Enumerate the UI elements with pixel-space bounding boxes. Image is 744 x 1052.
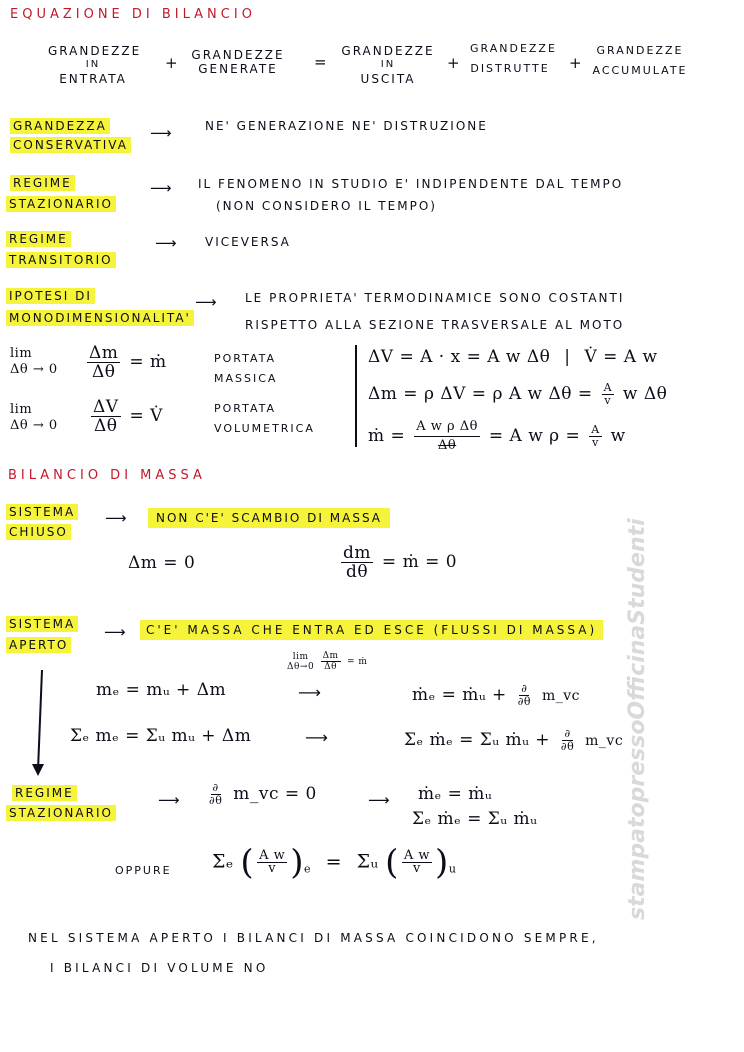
arrow-icon: ⟶: [158, 791, 182, 809]
arrow-icon: ⟶: [305, 728, 330, 747]
fraction: $\frac{A}{v}$: [603, 381, 613, 407]
term-entrata: GRANDEZZE IN ENTRATA: [48, 44, 142, 86]
notes-page: EQUAZIONE DI BILANCIO GRANDEZZE IN ENTRATA + GRANDEZZE GENERATE = GRANDEZZE IN USCITA + GRANDEZZE DISTRUTTE + GRANDEZZE ACCUMULATE GRANDEZZA CONSERVATIVA ⟶ NE' GENERAZIONE NE' DISTRUZIONE REGIME STAZIONARIO ⟶ IL FENOMENO IN STUDIO E' INDIPENDENTE DAL TEMPO (NON CONSIDERO IL TEMPO) REGIME TRANSITORIO ⟶ VICEVERSA IPOTESI DI MONODIMENSIONALITA' ⟶ LE PROPRIETA' TERMODINAMICE SONO COSTANTI RISPETTO ALLA SEZIONE TRASVERSALE AL MOTO lim Δθ → 0 $\frac{\Delta m}{\Delta\theta}$ = ṁ PORTATA MASSICA lim Δθ → 0 $\frac{\Delta V}{\Delta\theta}$ = V̇ PORTATA VOLUMETRICA ΔV = A · x = A w Δθ | V̇ = A w Δm = ρ ΔV = ρ A w Δθ = $\frac{A}{v}$ w Δθ ṁ = $\frac{\text{A w ρ Δθ}}{\Delta\theta}$ = A w ρ = $\frac{A}{v}$ w BILANCIO DI MASSA SISTEMA CHIUSO ⟶ NON C'E' SCAMBIO DI MASSA Δm = 0 $\frac{dm}{d\theta}$ = ṁ = 0 SISTEMA APERTO ⟶ C'E' MASSA CHE ENTRA ED ESCE (FLUSSI DI MASSA) lim Δθ→0 $\frac{\Delta m}{\Delta\theta}$ = ṁ mₑ = mᵤ + Δm ⟶ ṁₑ = ṁᵤ + $\frac{\partial}{\partial\theta}$ m_vc Σₑ mₑ = Σᵤ mᵤ + Δm ⟶ Σₑ ṁₑ = Σᵤ ṁᵤ + $\frac{\partial}{\partial\theta}$ m_vc REGIME STAZIONARIO ⟶ $\frac{\partial}{\partial\theta}$ m_vc = 0 ⟶ ṁₑ = ṁᵤ Σₑ ṁₑ = Σᵤ ṁᵤ OPPURE Σₑ ( $\frac{\text{A w}}{v}$ )$_e$ = Σᵤ ( $\frac{\text{A w}}{v}$ )$_u$ NEL SISTEMA APERTO I BILANCI DI MASSA COINCIDONO SEMPRE, I BILANCI DI VOLUME NO stampatopressoOfficinaStudenti: [8, 7, 688, 975]
limit: lim Δθ → 0: [10, 346, 58, 377]
fraction: $\frac{\partial}{\partial\theta}$: [560, 727, 575, 753]
fraction: $\frac{\partial}{\partial\theta}$: [209, 781, 223, 807]
term-label: GRANDEZZA: [10, 119, 110, 133]
fraction: $\frac{\text{A w}}{v}$: [259, 848, 286, 876]
down-arrow-icon: [30, 670, 50, 780]
arrow-icon: ⟶: [368, 791, 392, 809]
page-title: EQUAZIONE DI BILANCIO: [10, 7, 256, 22]
fraction: $\frac{dm}{d\theta}$: [343, 543, 372, 582]
fraction: $\frac{\partial}{\partial\theta}$: [517, 682, 532, 708]
term-generate: GRANDEZZE GENERATE: [191, 48, 285, 76]
fraction: $\frac{\Delta m}{\Delta\theta}$: [89, 343, 119, 382]
term-distrutte: GRANDEZZE DISTRUTTE: [470, 42, 557, 75]
divider: [355, 345, 357, 447]
arrow-icon: ⟶: [150, 179, 174, 197]
limit-note: lim Δθ→0 $\frac{\Delta m}{\Delta\theta}$ = ṁ: [287, 651, 368, 672]
fraction: $\frac{\text{A w}}{v}$: [403, 848, 431, 876]
watermark: stampatopressoOfficinaStudenti: [625, 518, 650, 920]
arrow-icon: ⟶: [105, 509, 129, 527]
limit: lim Δθ → 0: [10, 402, 58, 433]
arrow-icon: ⟶: [150, 124, 174, 142]
term-uscita: GRANDEZZE IN USCITA: [341, 44, 435, 86]
fraction: $\frac{A}{v}$: [591, 423, 600, 449]
section-title: BILANCIO DI MASSA: [8, 468, 206, 483]
fraction: $\frac{\text{A w ρ Δθ}}{\Delta\theta}$: [416, 419, 478, 453]
arrow-icon: ⟶: [155, 234, 179, 252]
term-accumulate: GRANDEZZE ACCUMULATE: [592, 44, 688, 77]
arrow-icon: ⟶: [298, 683, 323, 702]
fraction: $\frac{\Delta V}{\Delta\theta}$: [93, 397, 119, 436]
term-label: CONSERVATIVA: [10, 138, 131, 152]
arrow-icon: ⟶: [195, 293, 219, 311]
arrow-icon: ⟶: [104, 623, 128, 641]
